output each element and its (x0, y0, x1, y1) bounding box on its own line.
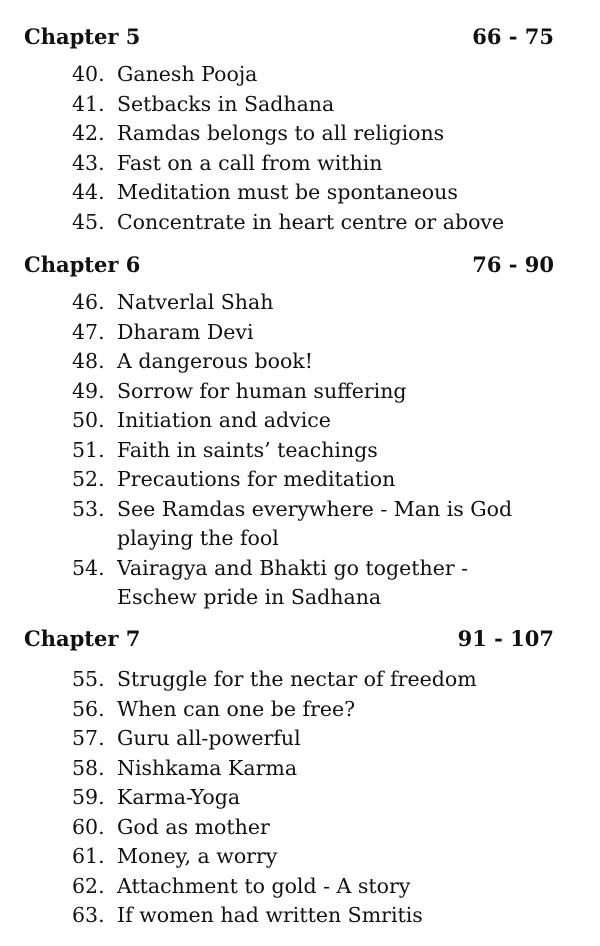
list-item (72, 288, 572, 318)
list-item (72, 406, 572, 436)
entry-number: 41. (72, 91, 105, 116)
entry-title: Faith in saints’ teachings (117, 437, 378, 462)
chapter-entry-list (72, 665, 572, 931)
entry-number: 49. (72, 378, 105, 403)
entry-number: 48. (72, 349, 105, 373)
entry-number: 57. (72, 726, 105, 750)
list-item (72, 465, 572, 495)
entry-title: Initiation and advice (117, 408, 331, 432)
entry-number: 56. (72, 696, 105, 721)
entry-number: 55. (72, 667, 105, 691)
list-item (72, 208, 572, 238)
entry-title: Ganesh Pooja (117, 62, 258, 86)
entry-title: Ramdas belongs to all religions (117, 121, 445, 145)
chapter-page-range: 91 - 107 (457, 626, 554, 651)
entry-title: Guru all-powerful (117, 726, 301, 750)
entry-title: Nishkama Karma (117, 755, 298, 780)
list-item (72, 90, 572, 120)
list-item (72, 695, 572, 725)
entry-number: 58. (72, 755, 105, 780)
entry-title: Setbacks in Sadhana (117, 91, 335, 116)
list-item (72, 783, 572, 813)
list-item (72, 436, 572, 466)
entry-title: Natverlal Shah (117, 290, 274, 314)
entry-number: 61. (72, 844, 105, 868)
list-item (72, 149, 572, 179)
list-item (72, 495, 572, 554)
list-item (72, 754, 572, 784)
list-item (72, 377, 572, 407)
list-item (72, 554, 572, 613)
entry-title: Attachment to gold - A story (117, 873, 411, 898)
list-item (72, 60, 572, 90)
entry-number: 47. (72, 319, 105, 344)
entry-number: 59. (72, 785, 105, 809)
entry-number: 40. (72, 62, 105, 86)
chapter-page-range: 76 - 90 (472, 252, 554, 277)
list-item (72, 813, 572, 843)
chapter-title: Chapter 5 (24, 24, 141, 49)
list-item (72, 724, 572, 754)
entry-number: 54. (72, 555, 105, 580)
chapter-heading (24, 250, 554, 280)
entry-number: 62. (72, 873, 105, 898)
entry-title-continuation: Eschew pride in Sadhana (117, 585, 382, 609)
chapter-page-range: 66 - 75 (472, 24, 554, 49)
entry-title: If women had written Smritis (117, 903, 423, 927)
list-item (72, 318, 572, 348)
entry-title: Sorrow for human suffering (117, 378, 407, 403)
entry-number: 42. (72, 121, 105, 145)
entry-title: Karma-Yoga (117, 785, 241, 809)
entry-title: Vairagya and Bhakti go together - (117, 555, 469, 580)
chapter-entry-list (72, 60, 572, 237)
list-item (72, 119, 572, 149)
entry-number: 50. (72, 408, 105, 432)
entry-title: Struggle for the nectar of freedom (117, 667, 477, 691)
list-item (72, 842, 572, 872)
entry-title: Money, a worry (117, 844, 278, 868)
list-item (72, 347, 572, 377)
entry-number: 60. (72, 814, 105, 839)
entry-title: Precautions for meditation (117, 467, 396, 491)
entry-number: 53. (72, 496, 105, 521)
chapter-heading (24, 624, 554, 654)
entry-title-continuation: playing the fool (117, 526, 279, 550)
entry-number: 63. (72, 903, 105, 927)
chapter-title: Chapter 7 (24, 626, 141, 651)
entry-title: Concentrate in heart centre or above (117, 209, 505, 234)
list-item (72, 872, 572, 902)
list-item (72, 665, 572, 695)
list-item (72, 178, 572, 208)
chapter-entry-list (72, 288, 572, 613)
entry-title: Fast on a call from within (117, 150, 383, 175)
entry-number: 51. (72, 437, 105, 462)
entry-number: 44. (72, 180, 105, 204)
entry-title: A dangerous book! (117, 349, 313, 373)
entry-number: 52. (72, 467, 105, 491)
entry-title: Dharam Devi (117, 319, 254, 344)
entry-title: Meditation must be spontaneous (117, 180, 458, 204)
entry-title: God as mother (117, 814, 270, 839)
entry-number: 45. (72, 209, 105, 234)
chapter-heading (24, 22, 554, 52)
entry-title: When can one be free? (117, 696, 356, 721)
entry-number: 43. (72, 150, 105, 175)
list-item (72, 901, 572, 931)
entry-title: See Ramdas everywhere - Man is God (117, 496, 513, 521)
chapter-title: Chapter 6 (24, 252, 141, 277)
entry-number: 46. (72, 290, 105, 314)
